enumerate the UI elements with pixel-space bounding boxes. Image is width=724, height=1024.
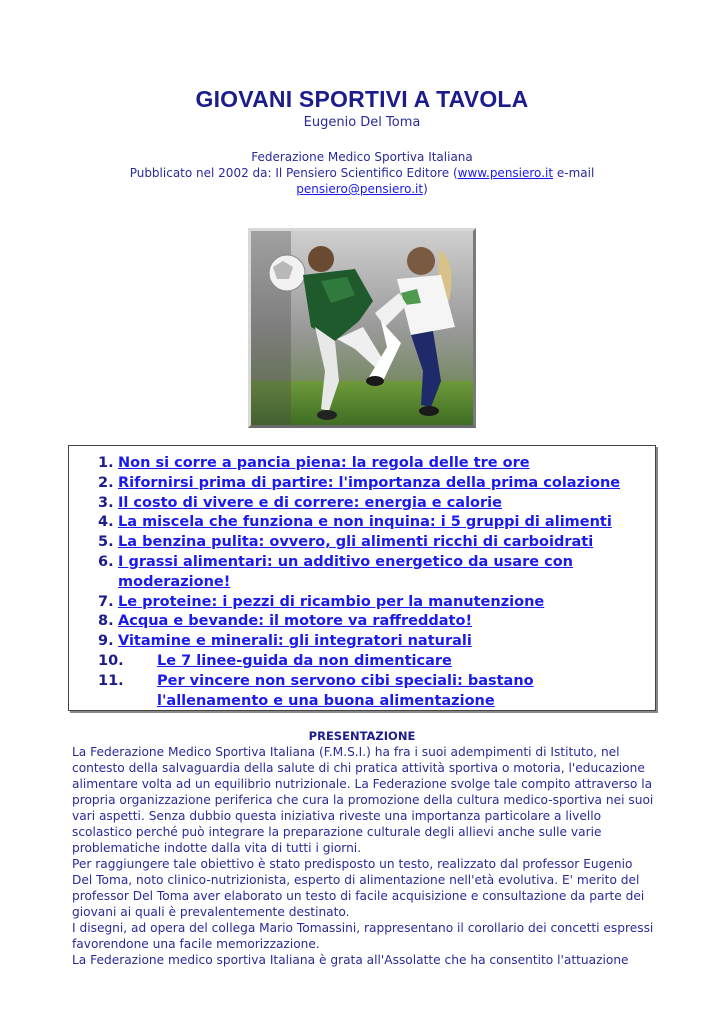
presentation-heading: PRESENTAZIONE — [308, 729, 416, 743]
toc-item-link[interactable]: Rifornirsi prima di partire: l'importanza della prima colazione — [118, 474, 621, 491]
soccer-players-photo — [248, 228, 476, 428]
toc-item-link[interactable]: Il costo di vivere e di correre: energia e calorie — [118, 494, 502, 511]
presentation-paragraph: Per raggiungere tale obiettivo è stato predisposto un testo, realizzato dal professor Eugenio Del Toma, noto clinico-nutrizionista, esperto di alimentazione nell'età evolutiva. E' merito del professor Del Toma aver elaborato un testo di facile acquisizione e consultazione da parte dei giovani ai quali è prevalentemente destinato. — [72, 857, 645, 919]
presentation-body — [72, 744, 654, 968]
presentation-paragraph: La Federazione Medico Sportiva Italiana (F.M.S.I.) ha fra i suoi adempimenti di Istituto, nel contesto della salvaguardia della salute di chi pratica attività sportiva o motoria, l'educazione alimentare volta ad un equilibrio nutrizionale. La Federazione svolge tale compito attraverso la propria organizzazione periferica che cura la promozione della cultura medico-sportiva nei suoi vari aspetti. Senza dubbio questa iniziativa riveste una importanza particolare a livello scolastico perché può integrare la preparazione culturale degli allievi anche sulle varie problematiche indotte dalla vita di tutti i giorni. — [72, 745, 654, 855]
toc-item-number: 11. — [98, 672, 124, 689]
toc-item — [69, 494, 655, 514]
toc-item-number: 5. — [98, 534, 114, 551]
toc-item-number: 6. — [98, 553, 114, 570]
toc-item — [69, 652, 655, 672]
toc-item — [69, 612, 655, 632]
toc-item — [69, 454, 655, 474]
page-title: GIOVANI SPORTIVI A TAVOLA — [195, 86, 529, 112]
table-of-contents — [68, 445, 656, 711]
toc-item-number: 10. — [98, 652, 124, 669]
toc-item — [69, 553, 655, 593]
author-name: Eugenio Del Toma — [303, 115, 421, 130]
email-line — [60, 181, 664, 197]
toc-item — [69, 632, 655, 652]
toc-item-link[interactable]: La benzina pulita: ovvero, gli alimenti ricchi di carboidrati — [118, 534, 594, 551]
toc-item — [69, 474, 655, 494]
presentation-paragraph: I disegni, ad opera del collega Mario Tomassini, rappresentano il corollario dei concetti espressi favorendone una facile memorizzazione. — [72, 921, 654, 951]
toc-item — [69, 672, 655, 712]
toc-item-link[interactable]: Le 7 linee-guida da non dimenticare — [157, 652, 452, 669]
toc-item-number: 2. — [98, 474, 114, 491]
publisher-text: Pubblicato nel 2002 da: Il Pensiero Scientifico Editore ( — [129, 166, 458, 180]
publisher-line — [60, 165, 664, 181]
presentation-paragraph: La Federazione medico sportiva Italiana è grata all'Assolatte che ha consentito l'attuazione — [72, 953, 629, 967]
toc-item-number: 4. — [98, 514, 114, 531]
toc-item — [69, 593, 655, 613]
toc-item-number: 8. — [98, 613, 114, 630]
federation-name: Federazione Medico Sportiva Italiana — [251, 150, 473, 164]
toc-item-number: 1. — [98, 455, 114, 471]
toc-item-link[interactable]: Per vincere non servono cibi speciali: bastano l'allenamento e una buona alimentazione — [157, 672, 534, 709]
toc-item-link[interactable]: I grassi alimentari: un additivo energetico da usare con moderazione! — [118, 553, 574, 590]
toc-item-link[interactable]: Le proteine: i pezzi di ricambio per la manutenzione — [118, 593, 545, 610]
toc-item-link[interactable]: Non si corre a pancia piena: la regola delle tre ore — [118, 455, 530, 471]
toc-item — [69, 513, 655, 533]
toc-item-number: 9. — [98, 633, 114, 650]
email-link[interactable]: pensiero@pensiero.it — [296, 182, 424, 196]
toc-item-link[interactable]: Acqua e bevande: il motore va raffreddato! — [118, 613, 473, 630]
toc-item-number: 7. — [98, 593, 114, 610]
toc-item — [69, 533, 655, 553]
website-link[interactable]: www.pensiero.it — [457, 166, 554, 180]
toc-item-number: 3. — [98, 494, 114, 511]
toc-list — [69, 454, 655, 711]
toc-item-link[interactable]: La miscela che funziona e non inquina: i 5 gruppi di alimenti — [118, 514, 612, 531]
toc-item-link[interactable]: Vitamine e minerali: gli integratori naturali — [118, 633, 472, 650]
publisher-suffix: ) — [423, 182, 428, 196]
email-label: e-mail — [553, 166, 595, 180]
publication-info — [60, 149, 664, 197]
